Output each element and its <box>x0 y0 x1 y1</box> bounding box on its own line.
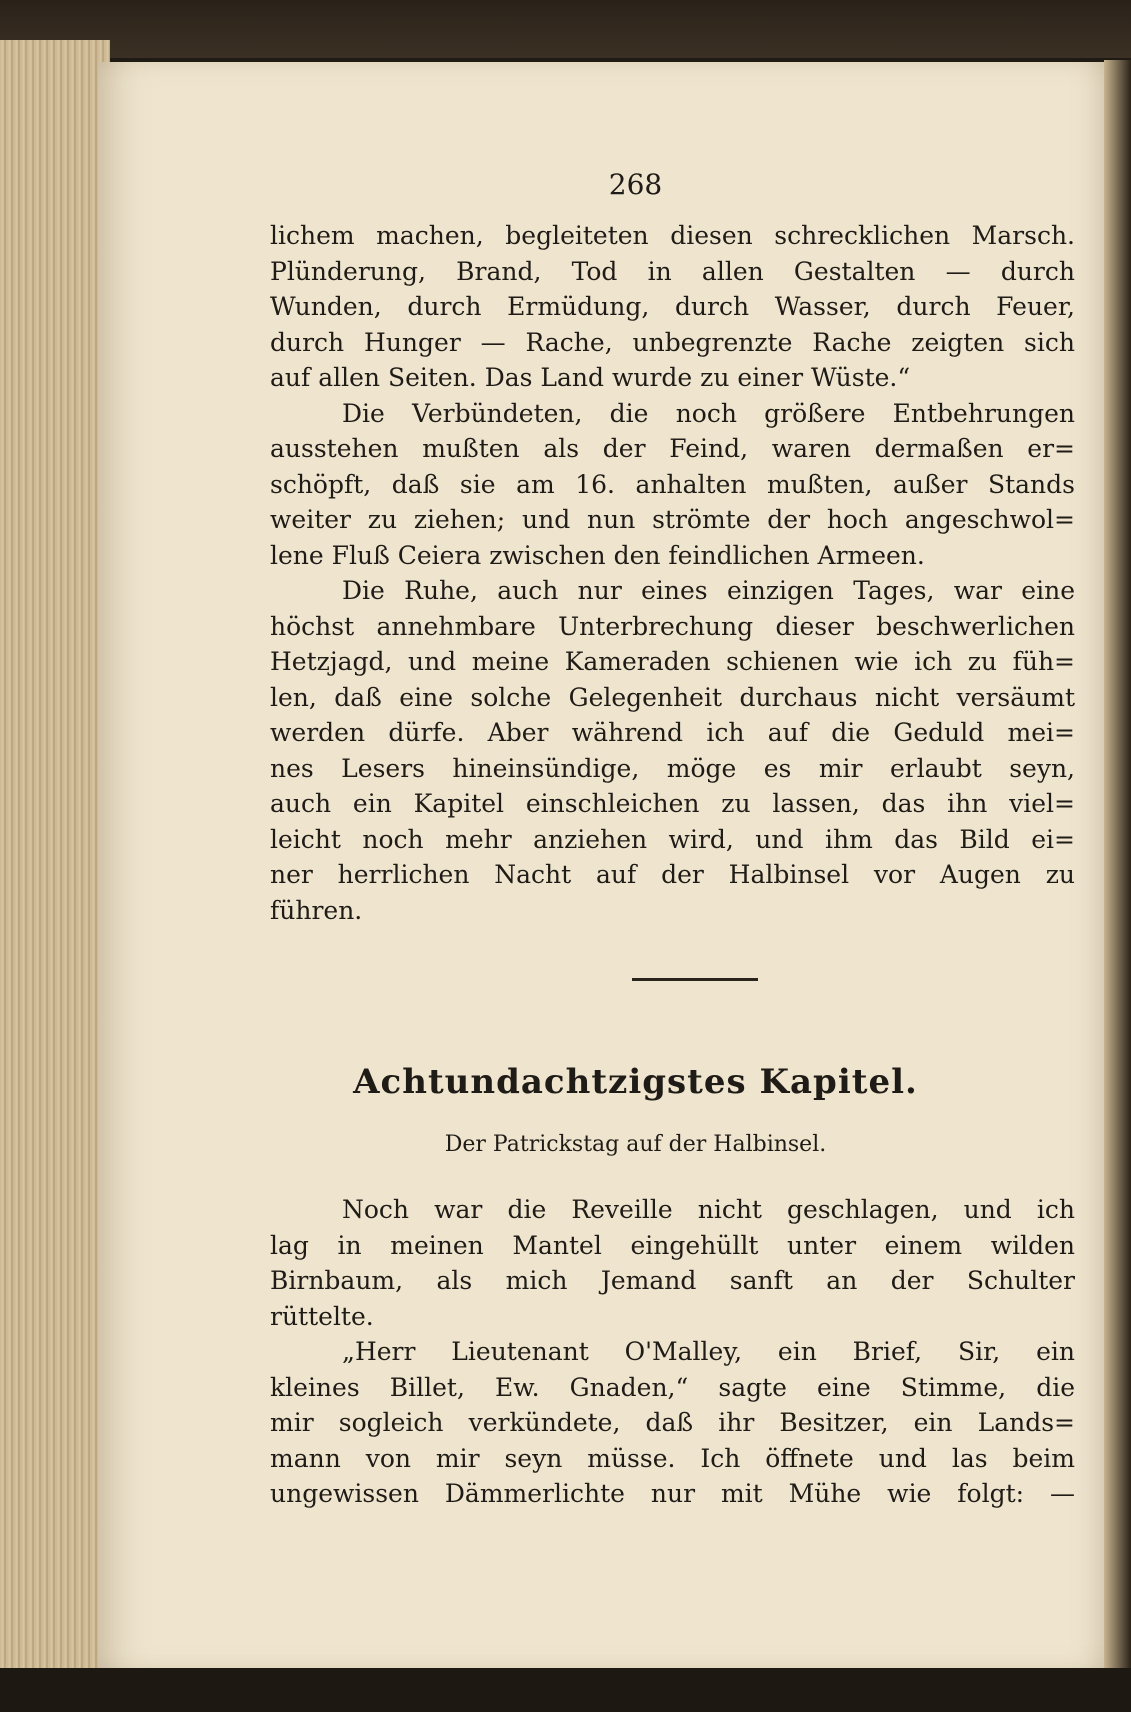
text-line: Noch war die Reveille nicht geschlagen, und ich <box>342 1195 1075 1224</box>
text-line: auch ein Kapitel einschleichen zu lassen, das ihn viel= <box>270 789 1075 818</box>
text-line: len, daß eine solche Gelegenheit durchaus nicht versäumt <box>270 682 1075 712</box>
text-line: ungewissen Dämmerlichte nur mit Mühe wie folgt: — <box>270 1479 1075 1508</box>
text-line: lene Fluß Ceiera zwischen den feindlichen Armeen. <box>270 540 925 570</box>
text-line: lichem machen, begleiteten diesen schrecklichen Marsch. <box>270 221 1075 250</box>
chapter-title: Achtundachtzigstes Kapitel. <box>353 1062 918 1102</box>
text-line: Birnbaum, als mich Jemand sanft an der Schulter <box>270 1266 1075 1295</box>
text-line: mann von mir seyn müsse. Ich öffnete und las beim <box>270 1443 1075 1473</box>
text-line: auf allen Seiten. Das Land wurde zu einer Wüste.“ <box>270 363 911 392</box>
book-binding-bottom <box>0 1668 1131 1712</box>
text-line: Hetzjagd, und meine Kameraden schienen wie ich zu füh= <box>270 647 1075 676</box>
text-line: führen. <box>270 895 363 925</box>
text-line: höchst annehmbare Unterbrechung dieser beschwerlichen <box>270 611 1075 641</box>
text-line: mir sogleich verkündete, daß ihr Besitzer, ein Lands= <box>270 1408 1075 1437</box>
text-line: „Herr Lieutenant O'Malley, ein Brief, Sir, ein <box>342 1337 1075 1366</box>
section-divider <box>632 978 758 981</box>
text-line: lag in meinen Mantel eingehüllt unter einem wilden <box>270 1230 1075 1260</box>
chapter-subtitle: Der Patrickstag auf der Halbinsel. <box>444 1132 827 1157</box>
page-right-edge <box>1104 60 1131 1670</box>
text-line: Die Ruhe, auch nur eines einzigen Tages, war eine <box>342 576 1075 605</box>
text-line: Wunden, durch Ermüdung, durch Wasser, durch Feuer, <box>270 292 1075 321</box>
text-line: schöpft, daß sie am 16. anhalten mußten, außer Stands <box>270 469 1075 499</box>
text-line: werden dürfe. Aber während ich auf die Geduld mei= <box>270 718 1075 747</box>
text-line: nes Lesers hineinsündige, möge es mir erlaubt seyn, <box>270 753 1075 783</box>
page-number: 268 <box>608 168 663 201</box>
text-line: leicht noch mehr anziehen wird, und ihm das Bild ei= <box>270 824 1075 854</box>
text-section-2 <box>270 1192 1075 1512</box>
text-line: durch Hunger — Rache, unbegrenzte Rache zeigten sich <box>270 327 1075 357</box>
text-line: Plünderung, Brand, Tod in allen Gestalten — durch <box>270 256 1075 286</box>
text-line: kleines Billet, Ew. Gnaden,“ sagte eine Stimme, die <box>270 1372 1075 1402</box>
text-line: weiter zu ziehen; und nun strömte der hoch angeschwol= <box>270 505 1075 534</box>
book-binding-top <box>0 0 1131 58</box>
text-line: ner herrlichen Nacht auf der Halbinsel vor Augen zu <box>270 860 1075 889</box>
text-line: ausstehen mußten als der Feind, waren dermaßen er= <box>270 434 1075 463</box>
text-section-1 <box>270 218 1075 928</box>
text-line: Die Verbündeten, die noch größere Entbehrungen <box>342 398 1075 428</box>
page-stack-edge <box>0 40 110 1680</box>
text-line: rüttelte. <box>270 1301 374 1331</box>
